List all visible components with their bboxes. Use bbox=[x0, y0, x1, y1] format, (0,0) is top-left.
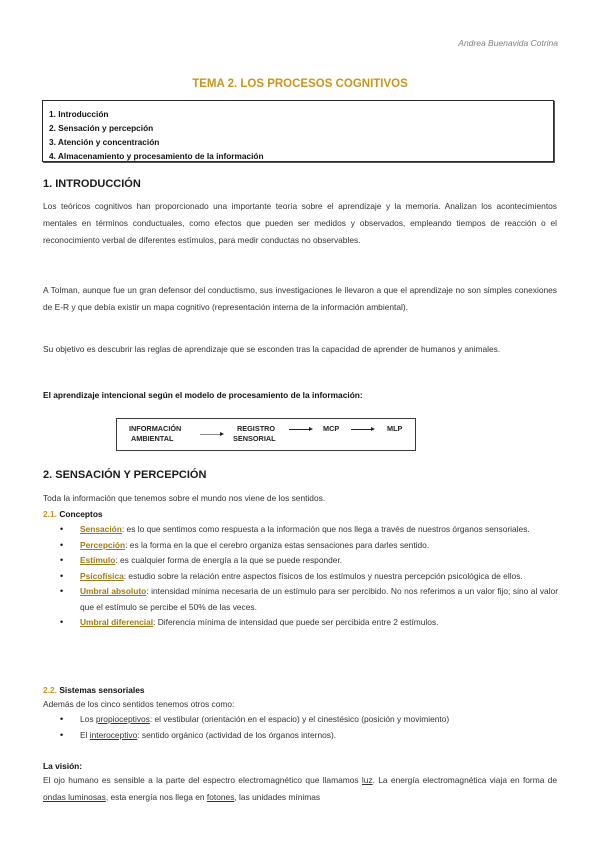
concept-text: : Diferencia mínima de intensidad que puede ser percibida entre 2 estímulos. bbox=[153, 617, 439, 627]
author-name: Andrea Buenavida Cotrina bbox=[458, 38, 558, 48]
concept-term: Sensación bbox=[80, 524, 122, 534]
list-item bbox=[66, 553, 558, 569]
concept-term: Percepción bbox=[80, 539, 126, 550]
sensory-systems-list bbox=[66, 712, 558, 743]
toc-item: 3. Atención y concentración bbox=[49, 137, 160, 147]
paragraph: Los teóricos cognitivos han proporcionado una importante teoría sobre el aprendizaje y la memoria. Analizan los acontecimientos mentales en términos conductuales, como efectos que pueden ser medidos y observados, empleando tiempos de reacción o el reconocimiento verbal de diferentes estímulos, para medir conductas no observables. bbox=[43, 201, 557, 245]
diagram-node-informacion-ambiental bbox=[129, 424, 181, 444]
toc-item: 2. Sensación y percepción bbox=[49, 123, 154, 133]
text-run: , esta energía nos llega en bbox=[105, 791, 207, 802]
concept-term: Umbral diferencial bbox=[80, 617, 154, 627]
subsection-label: Conceptos bbox=[59, 509, 103, 519]
paragraph: Toda la información que tenemos sobre el mundo nos viene de los sentidos. bbox=[43, 493, 326, 503]
text-run: . La energía electromagnética viaja en forma de bbox=[372, 775, 557, 785]
concept-text: : estudio sobre la relación entre aspectos físicos de los estímulos y nuestra percepción psicológica de ellos. bbox=[123, 570, 523, 581]
item-prefix: Los bbox=[80, 714, 96, 724]
paragraph: Además de los cinco sentidos tenemos otros como: bbox=[43, 699, 235, 709]
table-of-contents bbox=[42, 100, 554, 162]
document-title: TEMA 2. LOS PROCESOS COGNITIVOS bbox=[192, 78, 408, 90]
text-run: , las unidades mínimas bbox=[234, 791, 321, 802]
underlined-term: fotones bbox=[206, 791, 235, 802]
section-heading-introduccion: 1. INTRODUCCIÓN bbox=[43, 178, 141, 190]
subsection-label: Sistemas sensoriales bbox=[59, 685, 145, 695]
concepts-list bbox=[66, 522, 558, 631]
arrow-icon bbox=[289, 429, 311, 430]
arrow-icon bbox=[200, 434, 222, 435]
toc-item: 1. Introducción bbox=[49, 109, 109, 119]
list-item bbox=[66, 712, 558, 728]
list-item bbox=[66, 538, 558, 554]
paragraph: Su objetivo es descubrir las reglas de aprendizaje que se esconden tras la capacidad de aprender de humanos y animales. bbox=[43, 344, 501, 354]
underlined-term: ondas luminosas bbox=[43, 791, 106, 802]
item-prefix: El bbox=[80, 729, 90, 740]
list-item bbox=[66, 615, 558, 631]
concept-text: : es cualquier forma de energía a la que se puede responder. bbox=[115, 555, 343, 565]
subsection-heading-conceptos bbox=[43, 509, 103, 519]
list-item bbox=[66, 569, 558, 585]
section-heading-sensacion: 2. SENSACIÓN Y PERCEPCIÓN bbox=[43, 469, 207, 481]
concept-text: : intensidad mínima necesaria de un estímulo para ser percibido. No nos referimos a un valor fijo; sino al valor que el estímulo se percibe el 50% de las veces. bbox=[80, 586, 559, 612]
subsection-number: 2.1. bbox=[43, 509, 57, 519]
diagram-node-registro-sensorial bbox=[233, 424, 276, 444]
node-label: SENSORIAL bbox=[233, 434, 276, 443]
subsection-number: 2.2. bbox=[43, 685, 57, 695]
node-label: REGISTRO bbox=[237, 424, 276, 433]
underlined-term: luz bbox=[361, 775, 373, 785]
processing-model-diagram bbox=[116, 418, 416, 451]
list-item bbox=[66, 584, 558, 615]
node-label: INFORMACIÓN bbox=[129, 424, 182, 433]
system-text: : el vestibular (orientación en el espacio) y el cinestésico (posición y movimiento) bbox=[149, 714, 450, 724]
model-heading: El aprendizaje intencional según el modelo de procesamiento de la información: bbox=[43, 390, 363, 400]
system-term: interoceptivo bbox=[89, 729, 138, 740]
text-run: El ojo humano es sensible a la parte del espectro electromagnético que llamamos bbox=[43, 775, 362, 785]
system-term: propioceptivos bbox=[95, 714, 150, 724]
list-item bbox=[66, 728, 558, 744]
toc-item: 4. Almacenamiento y procesamiento de la información bbox=[49, 151, 264, 161]
vision-heading: La visión: bbox=[43, 761, 83, 771]
concept-text: : es lo que sentimos como respuesta a la información que nos llega a través de nuestros órganos sensoriales. bbox=[121, 524, 530, 534]
concept-text: : es la forma en la que el cerebro organiza estas sensaciones para darles sentido. bbox=[125, 539, 430, 550]
arrow-icon bbox=[351, 429, 373, 430]
system-text: : sentido orgánico (actividad de los órganos internos). bbox=[137, 729, 337, 740]
diagram-node-mlp: MLP bbox=[387, 424, 403, 433]
diagram-node-mcp: MCP bbox=[323, 424, 340, 433]
concept-term: Estímulo bbox=[80, 555, 116, 565]
vision-paragraph bbox=[43, 772, 557, 806]
node-label: AMBIENTAL bbox=[131, 434, 174, 443]
concept-term: Umbral absoluto bbox=[80, 586, 147, 596]
subsection-heading-sistemas bbox=[43, 685, 145, 695]
list-item bbox=[66, 522, 558, 538]
concept-term: Psicofísica bbox=[80, 570, 124, 581]
paragraph: A Tolman, aunque fue un gran defensor del conductismo, sus investigaciones le llevaron a que el aprendizaje no son simples conexiones de E-R y que debía existir un mapa cognitivo (representación interna de la información ambiental). bbox=[43, 285, 557, 312]
